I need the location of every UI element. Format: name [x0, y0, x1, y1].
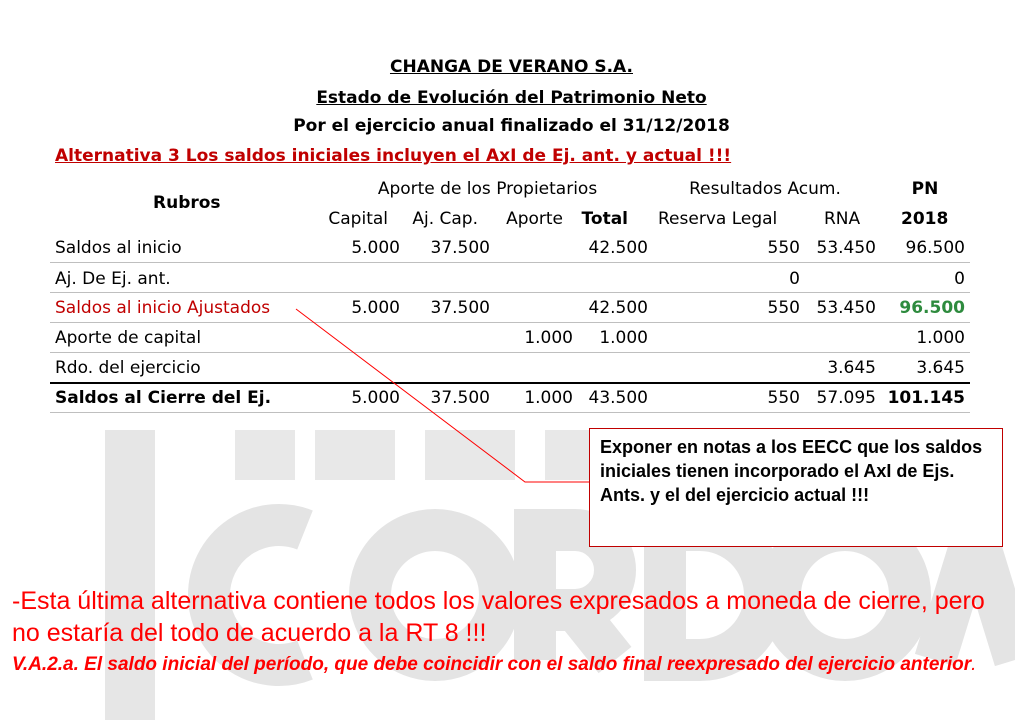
- total-cell: 42.500: [588, 238, 648, 258]
- row-divider: [50, 412, 970, 413]
- row-label: Rdo. del ejercicio: [55, 358, 201, 378]
- reserva-cell: 550: [767, 388, 800, 408]
- rna-cell: 57.095: [816, 388, 876, 408]
- capital-cell: 5.000: [351, 388, 400, 408]
- capital-cell: 5.000: [351, 298, 400, 318]
- pn-cell-total: 101.145: [887, 388, 965, 408]
- row-divider: [50, 262, 970, 263]
- total-cell: 42.500: [588, 298, 648, 318]
- pn-cell: 1.000: [916, 328, 965, 348]
- reserva-subheader: Reserva Legal: [658, 209, 778, 229]
- rna-subheader: RNA: [824, 209, 861, 229]
- reserva-cell: 0: [789, 269, 800, 289]
- pn-cell: 0: [954, 269, 965, 289]
- row-divider: [50, 292, 970, 293]
- aporte-cell: 1.000: [524, 328, 573, 348]
- total-cell: 1.000: [599, 328, 648, 348]
- rubros-header: Rubros: [153, 193, 221, 213]
- capital-cell: 5.000: [351, 238, 400, 258]
- rna-cell: 53.450: [816, 238, 876, 258]
- pn-header: PN: [911, 179, 939, 199]
- row-label-adjusted: Saldos al inicio Ajustados: [55, 298, 271, 318]
- row-label: Aporte de capital: [55, 328, 202, 348]
- resultados-acum-header: Resultados Acum.: [689, 179, 841, 199]
- pn2018-subheader: 2018: [901, 209, 949, 229]
- total-subheader: Total: [581, 209, 628, 229]
- reserva-cell: 550: [767, 238, 800, 258]
- ajcap-cell: 37.500: [430, 238, 490, 258]
- pn-cell: 96.500: [905, 238, 965, 258]
- rna-cell: 53.450: [816, 298, 876, 318]
- citation-text: V.A.2.a. El saldo inicial del período, que debe coincidir con el saldo final reexpresado del ejercicio anterior: [12, 654, 972, 675]
- pn-cell-highlight: 96.500: [899, 298, 965, 318]
- capital-subheader: Capital: [328, 209, 388, 229]
- row-label-total: Saldos al Cierre del Ej.: [55, 388, 272, 408]
- citation-note: [12, 650, 1012, 680]
- row-label: Aj. De Ej. ant.: [55, 269, 171, 289]
- callout-box: Exponer en notas a los EECC que los saldos iniciales tienen incorporado el AxI de Ejs. Ants. y el del ejercicio actual !!!: [589, 428, 1003, 547]
- total-divider: [50, 382, 970, 384]
- pn-cell: 3.645: [916, 358, 965, 378]
- company-title: CHANGA DE VERANO S.A.: [389, 57, 633, 77]
- main-note: -Esta última alternativa contiene todos los valores expresados a moneda de cierre, pero no estaría del todo de acuerdo a la RT 8 !!!: [12, 587, 985, 647]
- rna-cell: 3.645: [827, 358, 876, 378]
- row-divider: [50, 322, 970, 323]
- ajcap-cell: 37.500: [430, 298, 490, 318]
- aporte-propietarios-header: Aporte de los Propietarios: [377, 179, 598, 199]
- aporte-cell: 1.000: [524, 388, 573, 408]
- ajcap-subheader: Aj. Cap.: [412, 209, 478, 229]
- aporte-subheader: Aporte: [506, 209, 563, 229]
- statement-title: Estado de Evolución del Patrimonio Neto: [316, 88, 707, 108]
- period-title: Por el ejercicio anual finalizado el 31/12/2018: [293, 116, 730, 136]
- row-divider: [50, 352, 970, 353]
- ajcap-cell: 37.500: [430, 388, 490, 408]
- row-label: Saldos al inicio: [55, 238, 182, 258]
- citation-tail: .: [971, 654, 977, 675]
- total-cell: 43.500: [588, 388, 648, 408]
- alternative-heading: Alternativa 3 Los saldos iniciales incluyen el AxI de Ej. ant. y actual !!!: [55, 146, 732, 166]
- reserva-cell: 550: [767, 298, 800, 318]
